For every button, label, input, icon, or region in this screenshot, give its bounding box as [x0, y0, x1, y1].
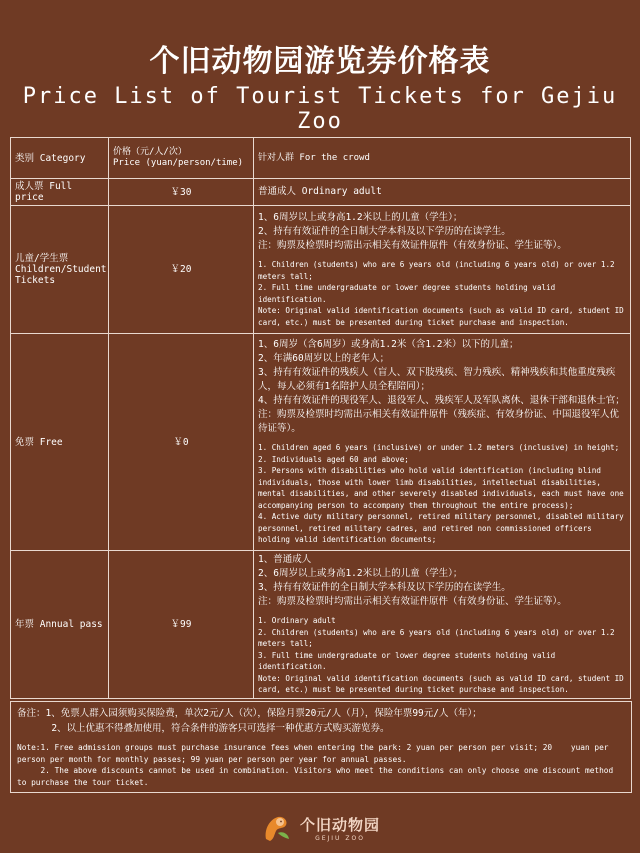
notes-en: Note:1. Free admission groups must purchase insurance fees when entering the park: 2 yuan per person per visit; 20 yuan per person per month for monthly passes; 99 yuan per person per year for annual passes. 2. The above discounts cannot be used in combination. Visitors who meet the conditions can only choose one discount method to purchase the tour ticket.: [17, 743, 614, 787]
row-crowd-cn: 普通成人 Ordinary adult: [258, 186, 382, 197]
header-crowd: 针对人群 For the crowd: [254, 138, 631, 179]
table-row: [11, 551, 631, 699]
row-price: ￥99: [109, 551, 254, 699]
row-crowd: [254, 551, 631, 699]
row-price: ￥30: [109, 179, 254, 206]
row-price: ￥0: [109, 334, 254, 551]
page-subtitle: Price List of Tourist Tickets for Gejiu Zoo: [22, 84, 618, 134]
row-category: 成人票 Full price: [11, 179, 109, 206]
row-category: 免票 Free: [11, 334, 109, 551]
table-row: [11, 334, 631, 551]
notes-box: [10, 701, 632, 793]
header-category: 类别 Category: [11, 138, 109, 179]
row-crowd: [254, 179, 631, 206]
row-crowd-cn: 1、6周岁（含6周岁）或身高1.2米（含1.2米）以下的儿童； 2、年满60周岁以上的老年人； 3、持有有效证件的残疾人（盲人、双下肢残疾、智力残疾、精神残疾和其他重度残疾人，每人必须有1名陪护人员全程陪同）； 4、持有有效证件的现役军人、退役军人、残疾军人及军队离休、退休干部和退休士官； 注：购票及检票时均需出示相关有效证件原件（残疾症、有效身份证、中国退役军人优待证等）。: [258, 339, 625, 434]
row-crowd: [254, 206, 631, 334]
header-price: [109, 138, 254, 179]
row-category: 儿童/学生票 Children/Student Tickets: [11, 206, 109, 334]
table-row: [11, 206, 631, 334]
header-price-cn: 价格（元/人/次）: [113, 147, 187, 157]
page-title: 个旧动物园游览券价格表: [149, 44, 491, 79]
row-price: ￥20: [109, 206, 254, 334]
row-crowd-cn: 1、6周岁以上或身高1.2米以上的儿童（学生）； 2、持有有效证件的全日制大学本科及以下学历的在读学生。 注：购票及检票时均需出示相关有效证件原件（有效身份证、学生证等）。: [258, 212, 567, 251]
row-crowd-en: 1. Ordinary adult 2. Children (students) who are 6 years old (including 6 years old) or over 1.2 meters tall; 3. Full time undergraduate or lower degree students holding valid identification. Note: Original valid identification documents (such as valid ID card, student ID card, etc.) must be presented during ticket purchase and inspection.: [258, 616, 624, 694]
table-row: [11, 179, 631, 206]
row-crowd-cn: 1、普通成人 2、6周岁以上或身高1.2米以上的儿童（学生）； 3、持有有效证件的全日制大学本科及以下学历的在读学生。 注：购票及检票时均需出示相关有效证件原件（有效身份证、学生证等）。: [258, 554, 567, 607]
logo-name-cn: 个旧动物园: [300, 816, 381, 834]
monkey-logo-icon: [260, 811, 294, 845]
logo-name-en: GEJIU ZOO: [315, 835, 365, 842]
row-category: 年票 Annual pass: [11, 551, 109, 699]
table-header-row: [11, 138, 631, 179]
row-crowd-en: 1. Children aged 6 years (inclusive) or under 1.2 meters (inclusive) in height; 2. Individuals aged 60 and above; 3. Persons with disabilities who hold valid identification (including blind individuals, those with lower limb disabilities, intellectual disabilities, mental disabilities, and other severely disabled individuals, each must have one accompanying person to accompany them throughout the entire process); 4. Active duty military personnel, retired military personnel, disabled military personnel, retired military cadres, and retired non commissioned officers holding valid identification documents;: [258, 443, 624, 544]
notes-cn: 备注：1、免票人群入园须购买保险费，单次2元/人（次），保险月票20元/人（月），保险年票99元/人（年）； 2、以上优惠不得叠加使用，符合条件的游客只可选择一种优惠方式购买游览券。: [17, 708, 482, 734]
price-table: [10, 137, 631, 699]
row-crowd: [254, 334, 631, 551]
zoo-logo: [260, 808, 390, 848]
header-price-en: Price (yuan/person/time): [113, 158, 244, 168]
row-crowd-en: 1. Children (students) who are 6 years old (including 6 years old) or over 1.2 meters tall; 2. Full time undergraduate or lower degree students holding valid identification. Note: Original valid identification documents (such as valid ID card, student ID card, etc.) must be presented during ticket purchase and inspection.: [258, 260, 624, 327]
